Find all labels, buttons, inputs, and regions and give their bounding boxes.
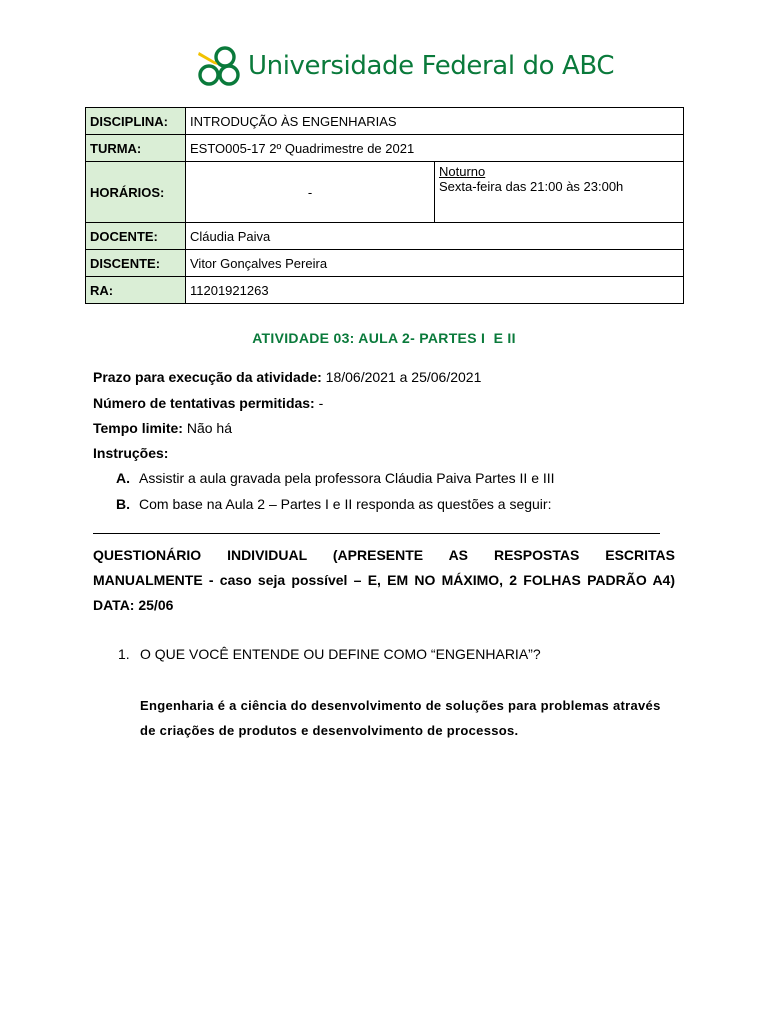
table-row xyxy=(86,108,684,135)
answer-1: Engenharia é a ciência do desenvolvimento de soluções para problemas através de criações de produtos e desenvolvimento de processos. xyxy=(140,698,661,738)
prazo-line xyxy=(93,369,481,385)
prazo-value: 18/06/2021 a 25/06/2021 xyxy=(325,369,482,385)
instrucoes-line xyxy=(93,445,168,461)
horarios-label: HORÁRIOS: xyxy=(86,162,186,223)
question-1 xyxy=(118,646,541,662)
ra-label: RA: xyxy=(86,277,186,304)
question-text: O QUE VOCÊ ENTENDE OU DEFINE COMO “ENGENHARIA”? xyxy=(140,646,541,662)
list-marker: B. xyxy=(116,496,130,512)
horarios-noturno xyxy=(435,162,684,223)
discente-label: DISCENTE: xyxy=(86,250,186,277)
list-item xyxy=(116,470,555,486)
list-text: Com base na Aula 2 – Partes I e II responda as questões a seguir: xyxy=(139,496,552,512)
ra-value: 11201921263 xyxy=(186,277,684,304)
tentativas-value: - xyxy=(318,395,324,411)
tempo-label: Tempo limite: xyxy=(93,420,183,436)
divider xyxy=(93,533,660,534)
list-item xyxy=(116,496,551,512)
turma-label: TURMA: xyxy=(86,135,186,162)
tentativas-label: Número de tentativas permitidas: xyxy=(93,395,315,411)
tempo-value: Não há xyxy=(186,420,233,436)
table-row xyxy=(86,135,684,162)
docente-value: Cláudia Paiva xyxy=(186,223,684,250)
tentativas-line xyxy=(93,395,323,411)
activity-title: ATIVIDADE 03: AULA 2- PARTES I E II xyxy=(252,330,516,346)
instrucoes-label: Instruções: xyxy=(93,445,169,461)
horarios-diurno: - xyxy=(186,162,435,223)
questionario-heading: QUESTIONÁRIO INDIVIDUAL (APRESENTE AS RESPOSTAS ESCRITAS MANUALMENTE - caso seja possível – E, EM NO MÁXIMO, 2 FOLHAS PADRÃO A4) DATA: 25/06 xyxy=(93,547,675,613)
table-row xyxy=(86,250,684,277)
table-row xyxy=(86,162,684,223)
question-number: 1. xyxy=(118,646,130,662)
disciplina-value: INTRODUÇÃO ÀS ENGENHARIAS xyxy=(186,108,684,135)
discente-value: Vitor Gonçalves Pereira xyxy=(186,250,684,277)
university-logo xyxy=(196,44,614,88)
list-text: Assistir a aula gravada pela professora Cláudia Paiva Partes II e III xyxy=(139,470,555,486)
university-name: Universidade Federal do ABC xyxy=(248,51,615,81)
noturno-title: Noturno xyxy=(439,164,486,179)
disciplina-label: DISCIPLINA: xyxy=(86,108,186,135)
table-row xyxy=(86,277,684,304)
course-info-table xyxy=(85,107,684,304)
tempo-line xyxy=(93,420,232,436)
table-row xyxy=(86,223,684,250)
list-marker: A. xyxy=(116,470,130,486)
noturno-value: Sexta-feira das 21:00 às 23:00h xyxy=(439,179,624,194)
turma-value: ESTO005-17 2º Quadrimestre de 2021 xyxy=(186,135,684,162)
docente-label: DOCENTE: xyxy=(86,223,186,250)
ufabc-logo-icon xyxy=(196,44,242,88)
prazo-label: Prazo para execução da atividade: xyxy=(93,369,322,385)
